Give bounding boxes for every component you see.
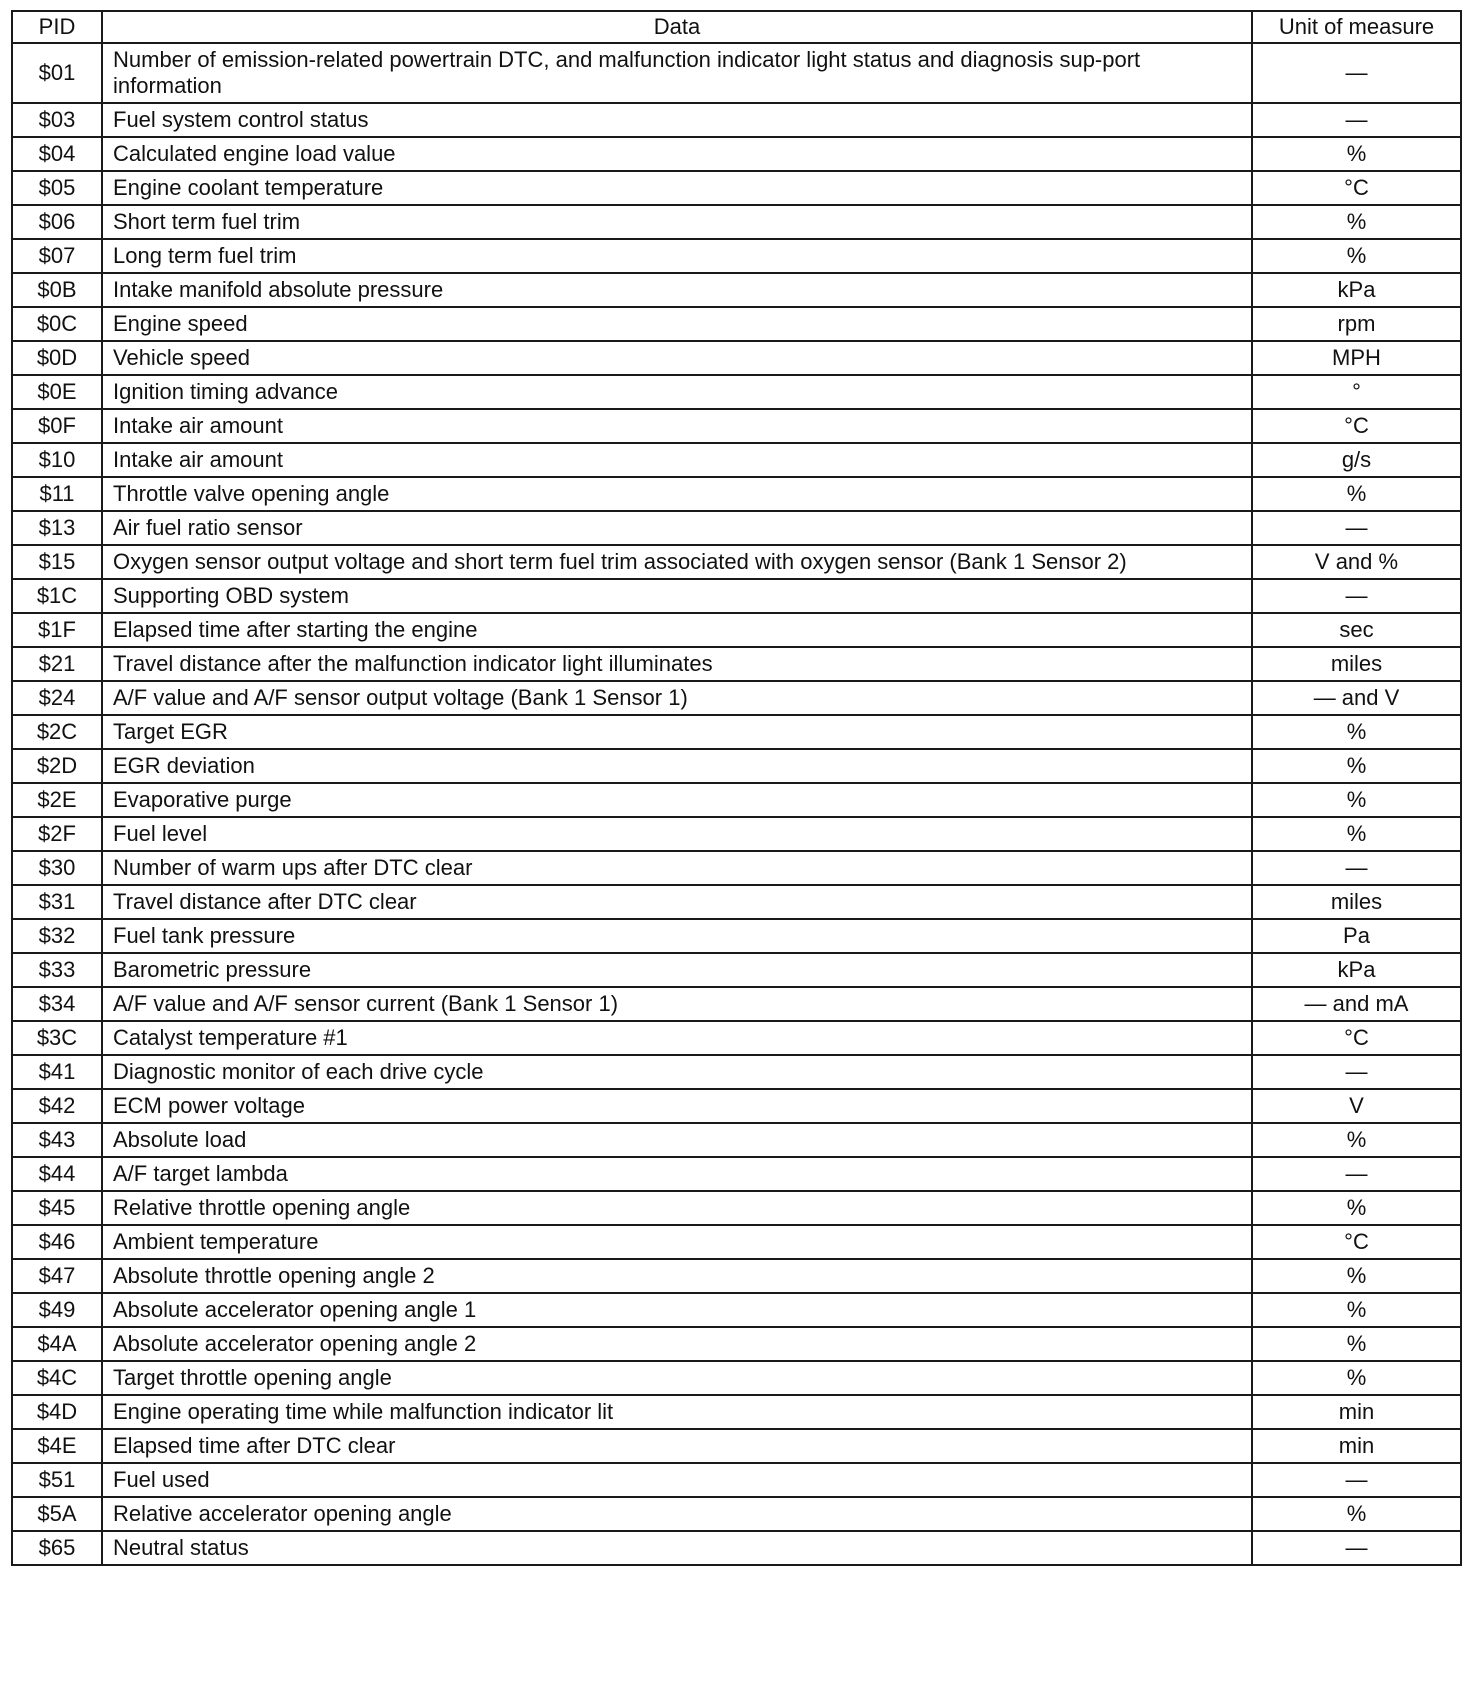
cell-unit: —: [1252, 1157, 1461, 1191]
cell-unit: %: [1252, 1327, 1461, 1361]
cell-unit: V and %: [1252, 545, 1461, 579]
cell-data: Calculated engine load value: [102, 137, 1252, 171]
cell-data: Number of emission-related powertrain DTC, and malfunction indicator light status and diagnosis sup-port information: [102, 43, 1252, 103]
cell-data: Throttle valve opening angle: [102, 477, 1252, 511]
cell-data: Neutral status: [102, 1531, 1252, 1565]
cell-data: Vehicle speed: [102, 341, 1252, 375]
cell-pid: $2D: [12, 749, 102, 783]
cell-pid: $2E: [12, 783, 102, 817]
table-row: [12, 137, 1461, 171]
cell-unit: MPH: [1252, 341, 1461, 375]
cell-data: Diagnostic monitor of each drive cycle: [102, 1055, 1252, 1089]
table-row: [12, 1463, 1461, 1497]
table-row: [12, 171, 1461, 205]
cell-pid: $2C: [12, 715, 102, 749]
cell-data: Short term fuel trim: [102, 205, 1252, 239]
header-row: [12, 11, 1461, 43]
cell-pid: $33: [12, 953, 102, 987]
cell-unit: %: [1252, 205, 1461, 239]
cell-unit: min: [1252, 1429, 1461, 1463]
cell-pid: $4D: [12, 1395, 102, 1429]
cell-pid: $42: [12, 1089, 102, 1123]
cell-pid: $32: [12, 919, 102, 953]
cell-data: Barometric pressure: [102, 953, 1252, 987]
cell-pid: $05: [12, 171, 102, 205]
cell-pid: $49: [12, 1293, 102, 1327]
table-row: [12, 477, 1461, 511]
cell-data: Relative throttle opening angle: [102, 1191, 1252, 1225]
cell-pid: $34: [12, 987, 102, 1021]
cell-unit: — and V: [1252, 681, 1461, 715]
cell-unit: %: [1252, 1259, 1461, 1293]
table-row: [12, 1021, 1461, 1055]
cell-data: Ignition timing advance: [102, 375, 1252, 409]
cell-data: Absolute load: [102, 1123, 1252, 1157]
cell-data: Absolute accelerator opening angle 2: [102, 1327, 1252, 1361]
cell-unit: miles: [1252, 647, 1461, 681]
table-row: [12, 1157, 1461, 1191]
cell-data: Air fuel ratio sensor: [102, 511, 1252, 545]
table-row: [12, 443, 1461, 477]
table-row: [12, 43, 1461, 103]
cell-data: Oxygen sensor output voltage and short term fuel trim associated with oxygen sensor (Bank 1 Sensor 2): [102, 545, 1252, 579]
cell-data: Intake air amount: [102, 409, 1252, 443]
cell-data: Fuel tank pressure: [102, 919, 1252, 953]
table-row: [12, 409, 1461, 443]
cell-pid: $10: [12, 443, 102, 477]
cell-pid: $5A: [12, 1497, 102, 1531]
cell-pid: $21: [12, 647, 102, 681]
table-row: [12, 1293, 1461, 1327]
cell-data: Ambient temperature: [102, 1225, 1252, 1259]
cell-pid: $65: [12, 1531, 102, 1565]
cell-data: Engine coolant temperature: [102, 171, 1252, 205]
table-row: [12, 749, 1461, 783]
cell-pid: $1F: [12, 613, 102, 647]
table-row: [12, 817, 1461, 851]
table-row: [12, 851, 1461, 885]
cell-data: Relative accelerator opening angle: [102, 1497, 1252, 1531]
table-row: [12, 273, 1461, 307]
cell-pid: $31: [12, 885, 102, 919]
table-row: [12, 341, 1461, 375]
cell-pid: $04: [12, 137, 102, 171]
table-row: [12, 103, 1461, 137]
cell-pid: $24: [12, 681, 102, 715]
cell-unit: rpm: [1252, 307, 1461, 341]
table-row: [12, 919, 1461, 953]
cell-pid: $0F: [12, 409, 102, 443]
cell-unit: °: [1252, 375, 1461, 409]
cell-data: Fuel level: [102, 817, 1252, 851]
cell-unit: %: [1252, 1191, 1461, 1225]
table-row: [12, 1055, 1461, 1089]
cell-unit: min: [1252, 1395, 1461, 1429]
pid-table: [11, 10, 1462, 1566]
cell-pid: $06: [12, 205, 102, 239]
table-row: [12, 1089, 1461, 1123]
cell-pid: $41: [12, 1055, 102, 1089]
cell-pid: $0E: [12, 375, 102, 409]
table-row: [12, 613, 1461, 647]
table-row: [12, 1225, 1461, 1259]
cell-unit: kPa: [1252, 273, 1461, 307]
table-row: [12, 1395, 1461, 1429]
cell-data: Elapsed time after starting the engine: [102, 613, 1252, 647]
cell-pid: $4E: [12, 1429, 102, 1463]
cell-unit: %: [1252, 749, 1461, 783]
table-row: [12, 885, 1461, 919]
cell-unit: °C: [1252, 409, 1461, 443]
cell-data: Evaporative purge: [102, 783, 1252, 817]
cell-pid: $3C: [12, 1021, 102, 1055]
cell-unit: °C: [1252, 1225, 1461, 1259]
cell-unit: %: [1252, 817, 1461, 851]
cell-data: Engine speed: [102, 307, 1252, 341]
table-row: [12, 375, 1461, 409]
table-row: [12, 1191, 1461, 1225]
cell-data: Absolute throttle opening angle 2: [102, 1259, 1252, 1293]
cell-unit: Pa: [1252, 919, 1461, 953]
cell-pid: $46: [12, 1225, 102, 1259]
table-row: [12, 1123, 1461, 1157]
table-row: [12, 783, 1461, 817]
table-row: [12, 545, 1461, 579]
cell-data: A/F target lambda: [102, 1157, 1252, 1191]
cell-unit: °C: [1252, 171, 1461, 205]
cell-unit: miles: [1252, 885, 1461, 919]
table-row: [12, 579, 1461, 613]
cell-data: Intake manifold absolute pressure: [102, 273, 1252, 307]
table-row: [12, 239, 1461, 273]
cell-unit: kPa: [1252, 953, 1461, 987]
cell-pid: $0B: [12, 273, 102, 307]
table-row: [12, 1327, 1461, 1361]
table-row: [12, 647, 1461, 681]
cell-unit: —: [1252, 103, 1461, 137]
cell-pid: $30: [12, 851, 102, 885]
table-header: [12, 11, 1461, 43]
cell-unit: %: [1252, 715, 1461, 749]
cell-unit: °C: [1252, 1021, 1461, 1055]
cell-unit: %: [1252, 1123, 1461, 1157]
cell-pid: $43: [12, 1123, 102, 1157]
cell-data: Intake air amount: [102, 443, 1252, 477]
cell-unit: —: [1252, 851, 1461, 885]
cell-pid: $15: [12, 545, 102, 579]
cell-data: Target EGR: [102, 715, 1252, 749]
table-body: [12, 43, 1461, 1565]
cell-pid: $44: [12, 1157, 102, 1191]
header-data: Data: [102, 11, 1252, 43]
cell-pid: $01: [12, 43, 102, 103]
cell-data: Supporting OBD system: [102, 579, 1252, 613]
cell-pid: $03: [12, 103, 102, 137]
cell-unit: V: [1252, 1089, 1461, 1123]
cell-data: Number of warm ups after DTC clear: [102, 851, 1252, 885]
cell-pid: $4A: [12, 1327, 102, 1361]
cell-pid: $1C: [12, 579, 102, 613]
cell-pid: $07: [12, 239, 102, 273]
table-row: [12, 1497, 1461, 1531]
cell-unit: %: [1252, 1293, 1461, 1327]
cell-data: Absolute accelerator opening angle 1: [102, 1293, 1252, 1327]
cell-unit: %: [1252, 477, 1461, 511]
cell-pid: $45: [12, 1191, 102, 1225]
table-row: [12, 1259, 1461, 1293]
cell-pid: $47: [12, 1259, 102, 1293]
cell-unit: %: [1252, 1361, 1461, 1395]
table-row: [12, 987, 1461, 1021]
table-row: [12, 307, 1461, 341]
cell-pid: $4C: [12, 1361, 102, 1395]
cell-unit: %: [1252, 137, 1461, 171]
header-pid: PID: [12, 11, 102, 43]
table-container: [11, 10, 1462, 1566]
cell-data: Travel distance after DTC clear: [102, 885, 1252, 919]
cell-unit: — and mA: [1252, 987, 1461, 1021]
cell-unit: %: [1252, 1497, 1461, 1531]
header-unit: Unit of measure: [1252, 11, 1461, 43]
cell-data: A/F value and A/F sensor current (Bank 1 Sensor 1): [102, 987, 1252, 1021]
cell-data: Travel distance after the malfunction indicator light illuminates: [102, 647, 1252, 681]
cell-data: EGR deviation: [102, 749, 1252, 783]
cell-unit: sec: [1252, 613, 1461, 647]
cell-data: Fuel system control status: [102, 103, 1252, 137]
cell-data: Target throttle opening angle: [102, 1361, 1252, 1395]
cell-unit: —: [1252, 1055, 1461, 1089]
table-row: [12, 511, 1461, 545]
cell-data: A/F value and A/F sensor output voltage (Bank 1 Sensor 1): [102, 681, 1252, 715]
cell-pid: $13: [12, 511, 102, 545]
cell-data: Engine operating time while malfunction indicator lit: [102, 1395, 1252, 1429]
cell-data: Catalyst temperature #1: [102, 1021, 1252, 1055]
table-row: [12, 953, 1461, 987]
cell-unit: g/s: [1252, 443, 1461, 477]
cell-pid: $11: [12, 477, 102, 511]
cell-pid: $2F: [12, 817, 102, 851]
cell-pid: $0D: [12, 341, 102, 375]
cell-data: Elapsed time after DTC clear: [102, 1429, 1252, 1463]
cell-unit: —: [1252, 511, 1461, 545]
table-row: [12, 715, 1461, 749]
cell-data: Fuel used: [102, 1463, 1252, 1497]
cell-unit: —: [1252, 1463, 1461, 1497]
cell-data: Long term fuel trim: [102, 239, 1252, 273]
table-row: [12, 1429, 1461, 1463]
cell-unit: —: [1252, 579, 1461, 613]
cell-pid: $0C: [12, 307, 102, 341]
cell-unit: %: [1252, 239, 1461, 273]
table-row: [12, 205, 1461, 239]
cell-data: ECM power voltage: [102, 1089, 1252, 1123]
table-row: [12, 1361, 1461, 1395]
table-row: [12, 681, 1461, 715]
table-row: [12, 1531, 1461, 1565]
cell-unit: %: [1252, 783, 1461, 817]
cell-pid: $51: [12, 1463, 102, 1497]
cell-unit: —: [1252, 1531, 1461, 1565]
cell-unit: —: [1252, 43, 1461, 103]
